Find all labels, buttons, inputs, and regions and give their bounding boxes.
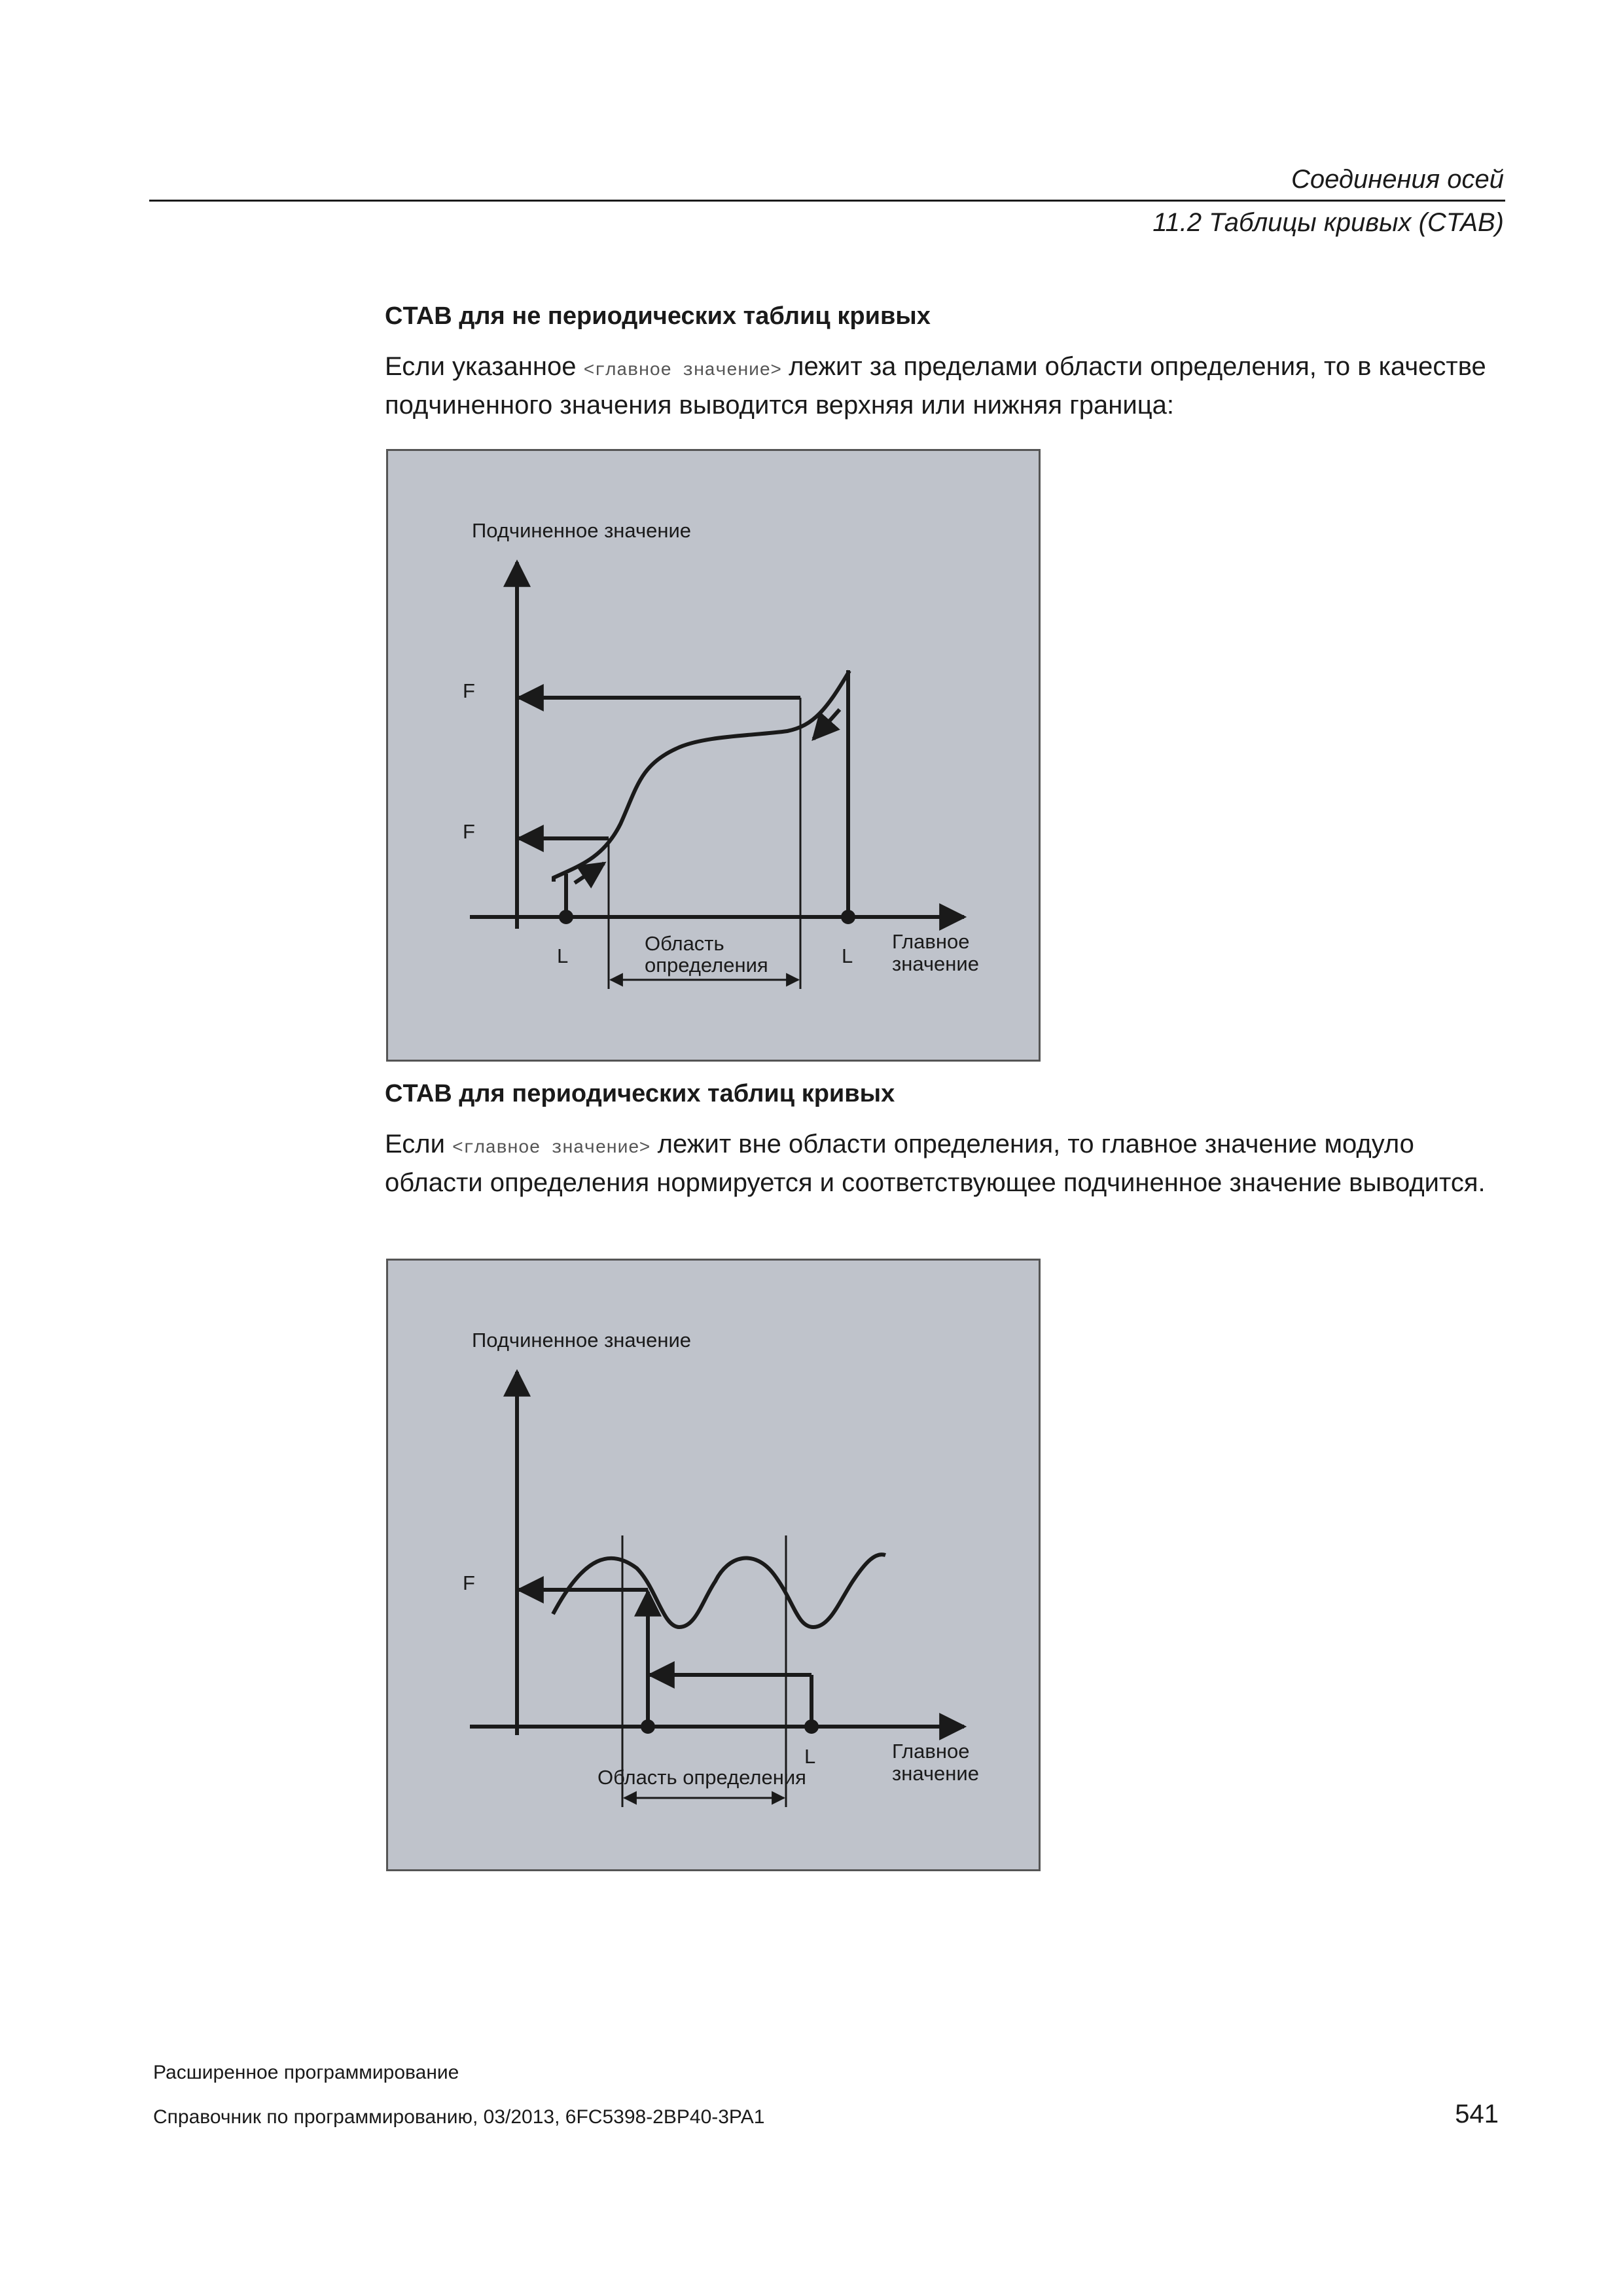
l-left-point xyxy=(559,910,573,924)
paragraph-text: лежит вне области определения, то главное значение модуло области определения нормируется и соответствующее подчиненное значение выводится. xyxy=(385,1130,1486,1197)
l-label: L xyxy=(804,1745,816,1768)
paragraph-text: Если указанное xyxy=(385,352,584,381)
footer-book-title: Расширенное программирование xyxy=(153,2062,459,2083)
code-master-value: <главное значение> xyxy=(583,361,782,381)
page-number: 541 xyxy=(1455,2100,1499,2128)
x-axis-label-line2: значение xyxy=(892,952,979,975)
paragraph-text: лежит за пределами области определения, то в качестве подчиненного значения выводится верхняя или нижняя граница: xyxy=(385,352,1486,420)
domain-label: Область определения xyxy=(597,1766,806,1789)
header-divider xyxy=(149,200,1505,202)
y-axis-label: Подчиненное значение xyxy=(472,1329,692,1352)
code-master-value: <главное значение> xyxy=(452,1138,651,1158)
section-paragraph-periodic xyxy=(385,1127,1510,1200)
section-heading-periodic: CTAB для периодических таблиц кривых xyxy=(385,1080,895,1107)
f-label: F xyxy=(463,1571,475,1594)
figure-periodic-diagram xyxy=(388,1261,1043,1873)
header-chapter-title: Соединения осей xyxy=(1291,165,1504,194)
figure-nonperiodic-diagram xyxy=(388,451,1043,1064)
y-axis-label: Подчиненное значение xyxy=(472,519,692,542)
x-axis-label-line1: Главное xyxy=(892,930,970,953)
x-axis-label-line1: Главное xyxy=(892,1740,970,1763)
section-paragraph-nonperiodic xyxy=(385,350,1510,422)
l-right-point xyxy=(841,910,855,924)
figure-nonperiodic-ctab xyxy=(386,449,1041,1062)
l-label-left: L xyxy=(557,944,569,967)
master-point xyxy=(641,1719,655,1734)
x-axis-label-line2: значение xyxy=(892,1762,979,1785)
f-label-bottom: F xyxy=(463,820,475,843)
domain-label-line1: Область xyxy=(645,932,724,955)
l-label-right: L xyxy=(842,944,853,967)
section-heading-nonperiodic: CTAB для не периодических таблиц кривых xyxy=(385,302,931,330)
footer-book-info: Справочник по программированию, 03/2013, 6FC5398-2BP40-3PA1 xyxy=(153,2106,765,2128)
figure-periodic-ctab xyxy=(386,1259,1041,1871)
f-label-top: F xyxy=(463,679,475,702)
curve xyxy=(554,671,849,882)
paragraph-text: Если xyxy=(385,1130,453,1158)
header-section-title: 11.2 Таблицы кривых (CTAB) xyxy=(1152,208,1504,237)
l-point xyxy=(804,1719,819,1734)
domain-label-line2: определения xyxy=(645,954,768,977)
